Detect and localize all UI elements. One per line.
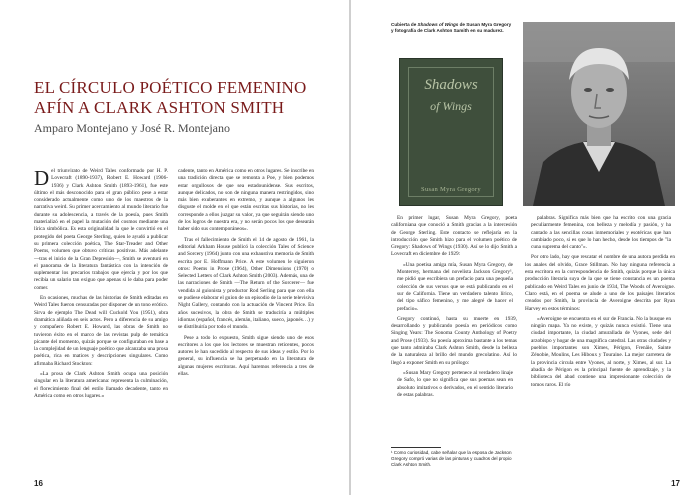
article-title <box>34 78 324 118</box>
page-number-left: 16 <box>34 479 43 488</box>
right-column-2 <box>525 215 675 477</box>
paragraph: cadente, tanto en América como en otros lugares. Se inscribe en una tradición directa que se remonta a Poe, y bien podemos estar orgullosos de que sea estadounidense. Sus escritos, aunque delicados, no son de ninguna manera restringidos, sino más bien exuberantes en extremo, y aunque a algunos les disguste el molde en el que están escritas sus historias, no les corresponde a ellos juzgar su valor, ya que seguirán siendo uno de los logros de nuestra era, y no serán pocos los que desearán haber sido sus contemporáneos». <box>178 168 314 233</box>
paragraph: Pese a todo lo expuesto, Smith sigue siendo uno de esos escritores a los que los lectores se muestran reticentes, pocos autores le han sucedido al respecto de sus ideas y estilo. Por lo general, su influencia se ha perpetuado en la literatura de algunas mujeres escritoras. Aquí haremos referencia a tres de ellas. <box>178 334 314 378</box>
article-authors: Amparo Montejano y José R. Montejano <box>34 121 230 135</box>
quote-paragraph: «Una poetisa amiga mía, Susan Myra Gregory, de Monterrey, hermana del novelista Jackson Gregory¹, me pidió que escribiera un prefacio para una pequeña colección de sus versos que se está publicando en el sur de California. Tiene un verdadero talento lírico, del tipo sáfico femenino, y me alegré de hacer el prefacio». <box>397 261 513 312</box>
book-cover-image <box>399 58 503 206</box>
quote-paragraph: palabras. Significa más bien que ha escrito con una gracia peculiarmente femenina, con belleza y melodía y pasión, y ha cantado a las sencillas cosas inmemoriales y esotéricas que han cambiado poco, si es que lo han hecho, desde los tiempos de "la cuna suprema del canto"». <box>531 215 671 251</box>
left-column-2 <box>178 168 314 478</box>
drop-cap: D <box>34 168 50 190</box>
book-cover-author: Susan Myra Gregory <box>421 186 481 193</box>
quote-paragraph: «Susan Mary Gregory pertenece al verdadero linaje de Safo, lo que no significa que sus poemas sean en absoluto imitativos o derivados, en el sentido literario de estas palabras. <box>397 369 513 398</box>
portrait-illustration <box>523 22 675 206</box>
right-column-1 <box>391 215 517 443</box>
right-page <box>351 0 700 495</box>
book-cover-title-1: Shadows <box>424 77 478 93</box>
left-column-1 <box>34 168 168 478</box>
author-portrait-photo <box>523 22 675 206</box>
paragraph: En primer lugar, Susan Myra Gregory, poeta californiana que conoció a Smith gracias a la intercesión de George Sterling. Este contacto se reflejaría en la introducción que Smith hizo para el volumen poético de Gregory: Shadows of Wings (1930). Así se lo dijo Smith a Lovecraft en diciembre de 1929: <box>391 215 517 258</box>
paragraph: Tras el fallecimiento de Smith el 14 de agosto de 1961, la editorial Arkham House publicó la colección Tales of Science and Sorcery (1964) junto con una exhaustiva memoria de Smith escrita por E. Hoffmann Price. A este volumen le siguieron otros: Poems in Prose (1964), Other Dimensions (1970) o Selected Letters of Clark Ashton Smith (2003). Además, una de las narraciones de Smith —The Return of the Sorcerer— fue vendida al guionista y productor Rod Serling para que con ella se pudiese elaborar el guion de un episodio de la serie televisiva Night Gallery, contando con la actuación de Vincent Price. En años sucesivos, la obra de Smith se traduciría a múltiples idiomas (español, francés, alemán, italiano, sueco, japonés…) y se distribuiría por todo el mundo. <box>178 236 314 331</box>
paragraph: Del triunvirato de Weird Tales conformado por H. P. Lovecraft (1890-1937), Robert E. Howard (1906-1936) y Clark Ashton Smith (1893-1961), fue este último el más desconocido para el gran público pese a estar considerado actualmente como uno de los maestros de la narrativa weird. Su primer acercamiento al mundo literario fue durante su adolescencia, a través de la poesía, pues Smith materializó en el papel la mutación del cosmos mediante una lírica simbólica. Es esta originalidad la que le convirtió en el protegido del poeta George Sterling, quien le ayudó a publicar su primera colección poética, The Star-Treader and Other Poems, volumen que obtuvo críticas positivas. Más adelante —tras el inicio de la Gran Depresión—, Smith se aventuró en el panorama de la literatura fantástica con la intención de suplementar los precarios trabajos que ejercía y por los que recibía un salario tan exiguo que apenas si le daba para poder comer. <box>34 168 168 291</box>
title-line-1: EL CÍRCULO POÉTICO FEMENINO <box>34 78 307 97</box>
title-line-2: AFÍN A CLARK ASHTON SMITH <box>34 98 285 117</box>
footnote-rule <box>391 447 441 448</box>
page-number-right: 17 <box>671 479 680 488</box>
quote-paragraph: «La prosa de Clark Ashton Smith ocupa una posición singular en la literatura americana: representa la culminación, el florecimiento final del estilo llamado decadente, tanto en América como en otros lugares.» <box>34 371 168 399</box>
quote-paragraph: «Averoigne se encuentra en el sur de Francia. No la busque en ningún mapa. Ya no existe, y quizás nunca existió. Tiene una ciudad importante, la ciudad amurallada de Vyones, sede del arzobispo y hogar de una magnífica catedral. Las otras ciudades y pueblos importantes son Ximes, Périgon, Frenâie, Sainte Zénobie, Moulins, Les Hiboux y Touraine. La mejor carretera de la provincia circula entre Vyones, al norte, y Ximes, al sur. La abadía de Périgon es la principal fuente de aprendizaje, y la biblioteca del abad contiene una impresionante colección de tomos raros. El río <box>531 315 671 388</box>
book-cover-title-2: of Wings <box>430 99 472 113</box>
paragraph: En ocasiones, muchas de las historias de Smith editadas en Weird Tales fueron censuradas por disponer de un tono erótico. Sirva de ejemplo The Dead will Cuckold You (1951), obra dramática aliñada en seis actos. Pero a diferencia de su amigo y compañero Robert E. Howard, las obras de Smith no tuvieron éxito en el marco de las revistas pulp de temática picante del momento, quizás porque se configuraban en base a la complejidad de un lenguaje poético que alcanzaba una prosa poética, rica en matices y descripciones singulares. Como afirmaba Richard Stockton: <box>34 295 168 367</box>
paragraph: Por otro lado, hay que rescatar el nombre de una autora perdida en los anales del olvido, Grace Stillman. No hay ninguna referencia a esta escritora en la correspondencia de Smith, quizás porque la única producción literaria suya de la que se tiene constancia es un poema publicado en Weird Tales en junio de 1934, The Woods of Averoigne. Claro está, en el poema se alude a uno de los paisajes literarios creados por Smith, la provincia de Averoigne descrita por Ryan Harvey en estos términos: <box>525 254 675 312</box>
footnote: ¹ Como curiosidad, cabe señalar que la esposa de Jackson Gregory compró varias de las pinturas y cuadros del propio Clark Ashton Smith. <box>391 450 512 467</box>
image-caption: Cubierta de Shadows of Wings de Susan Myra Gregory y fotografía de Clark Ashton Samith en su madurez. <box>391 22 512 33</box>
paragraph: Gregory continuó, hasta su muerte en 1939, desarrollando y publicando poesía en periódicos como Singing Years: The Sonoma County Anthology of Poetry and Prose (1933). Su poesía aproxima bastante a los temas que tanto admiraba Clark Ashton Smith, desde la belleza de la naturaleza al brillo del mundo grecolatino. Así lo llegó a exponer Smith en su prólogo: <box>391 315 517 366</box>
left-page <box>0 0 349 495</box>
